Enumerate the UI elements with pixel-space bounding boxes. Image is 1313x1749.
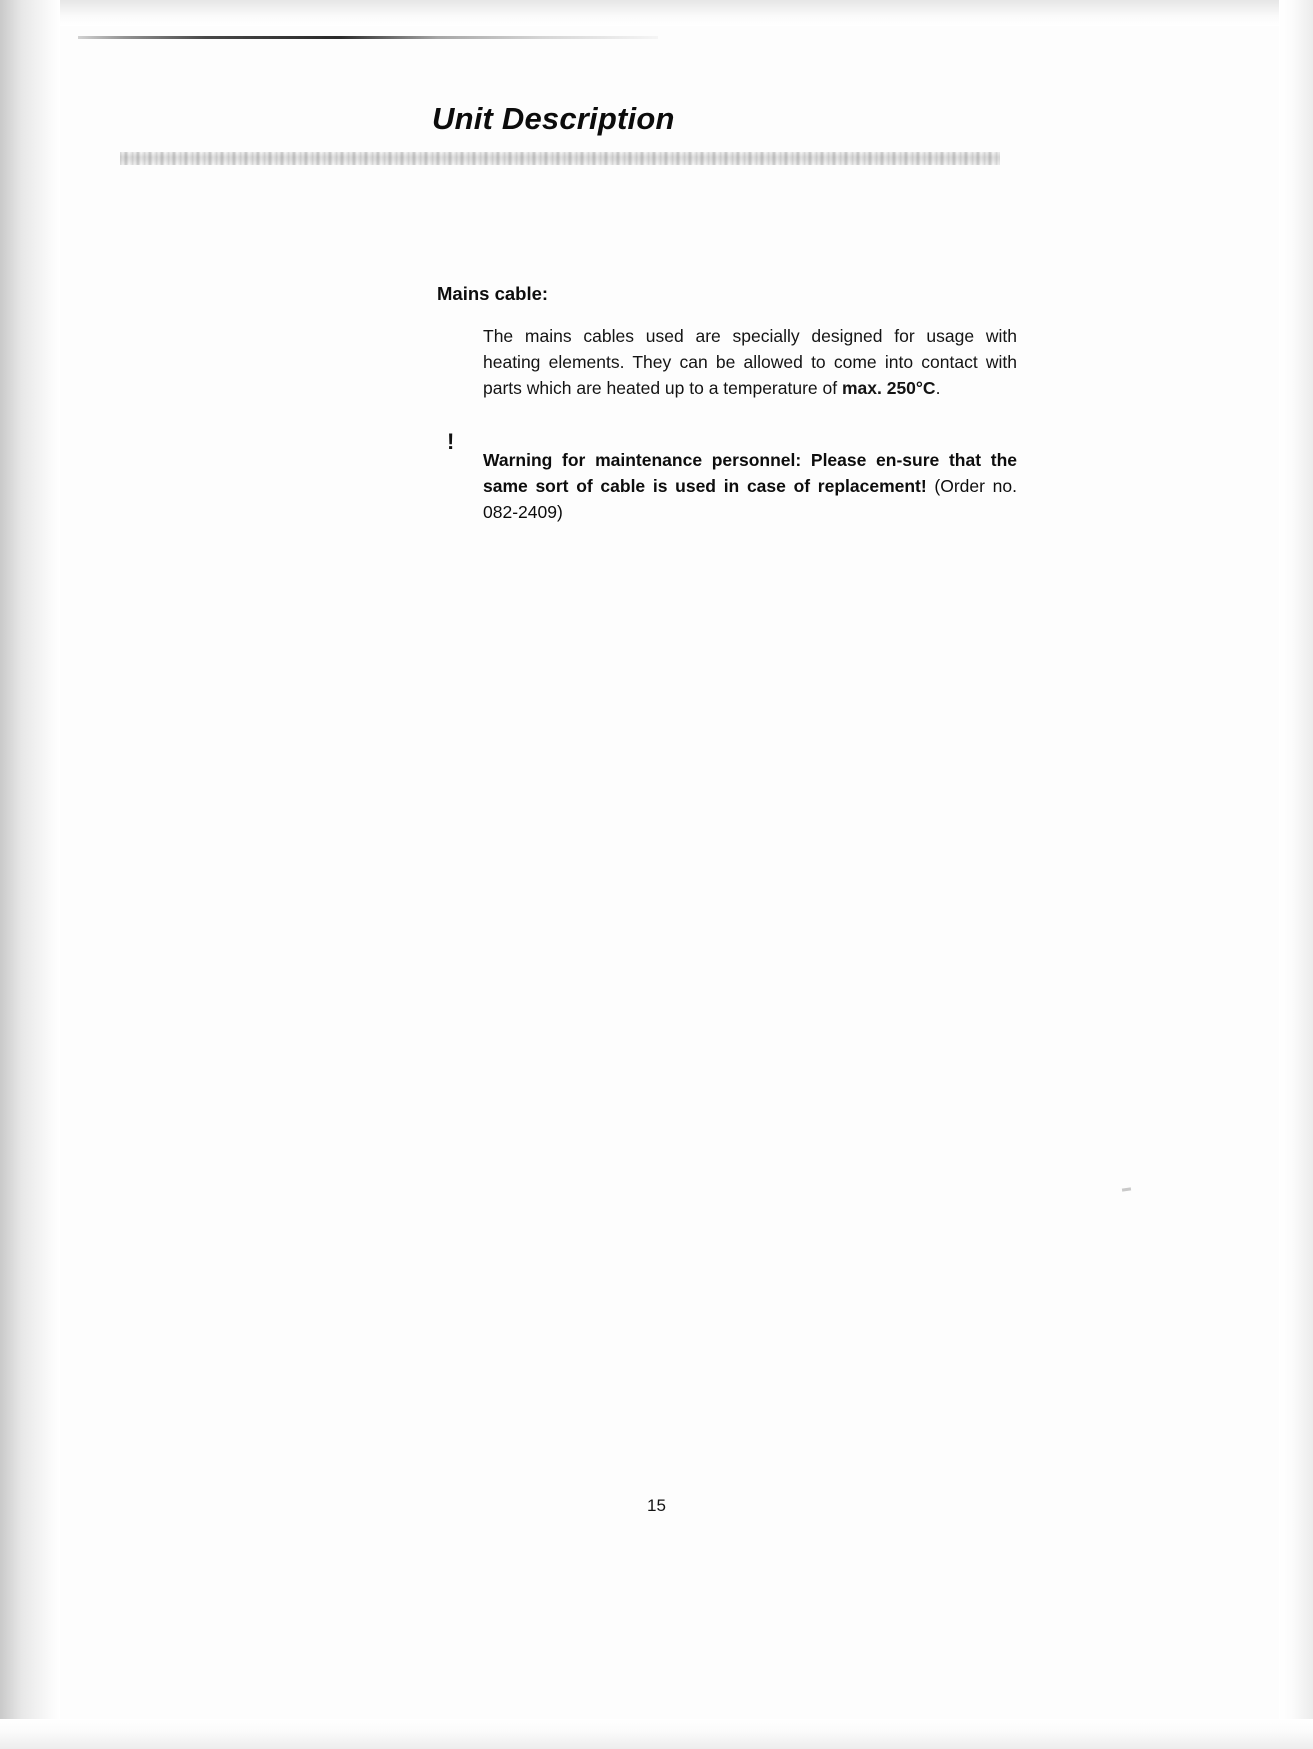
warning-block <box>437 429 1017 542</box>
warning-paragraph <box>483 447 1017 525</box>
scan-edge-left <box>0 0 60 1749</box>
exclamation-icon: ! <box>447 429 455 454</box>
scan-artifact-line <box>78 36 658 39</box>
header-divider <box>120 152 1000 165</box>
warning-order-number: (Order no. 082-2409) <box>483 475 1017 522</box>
warning-bold-text: Warning for maintenance personnel: Please en-sure that the same sort of cable is used in case of replacement! <box>483 449 1017 496</box>
mains-cable-paragraph <box>483 323 1017 401</box>
scan-edge-bottom <box>0 1719 1313 1749</box>
paragraph-text-lead: The mains cables used are specially designed for usage with heating elements. They can be allowed to come into contact with parts which are heated up to a temperature of <box>483 326 1017 398</box>
paragraph-temperature-emphasis: max. 250°C <box>841 378 936 398</box>
scan-edge-right <box>1279 0 1313 1749</box>
main-content <box>437 283 1017 542</box>
paragraph-text-tail: . <box>935 378 941 398</box>
scan-edge-top <box>0 0 1313 26</box>
section-heading-mains-cable: Mains cable: <box>437 283 549 304</box>
page-number: 15 <box>647 1496 666 1515</box>
page-title: Unit Description <box>432 101 675 136</box>
scan-speck <box>1122 1187 1131 1191</box>
